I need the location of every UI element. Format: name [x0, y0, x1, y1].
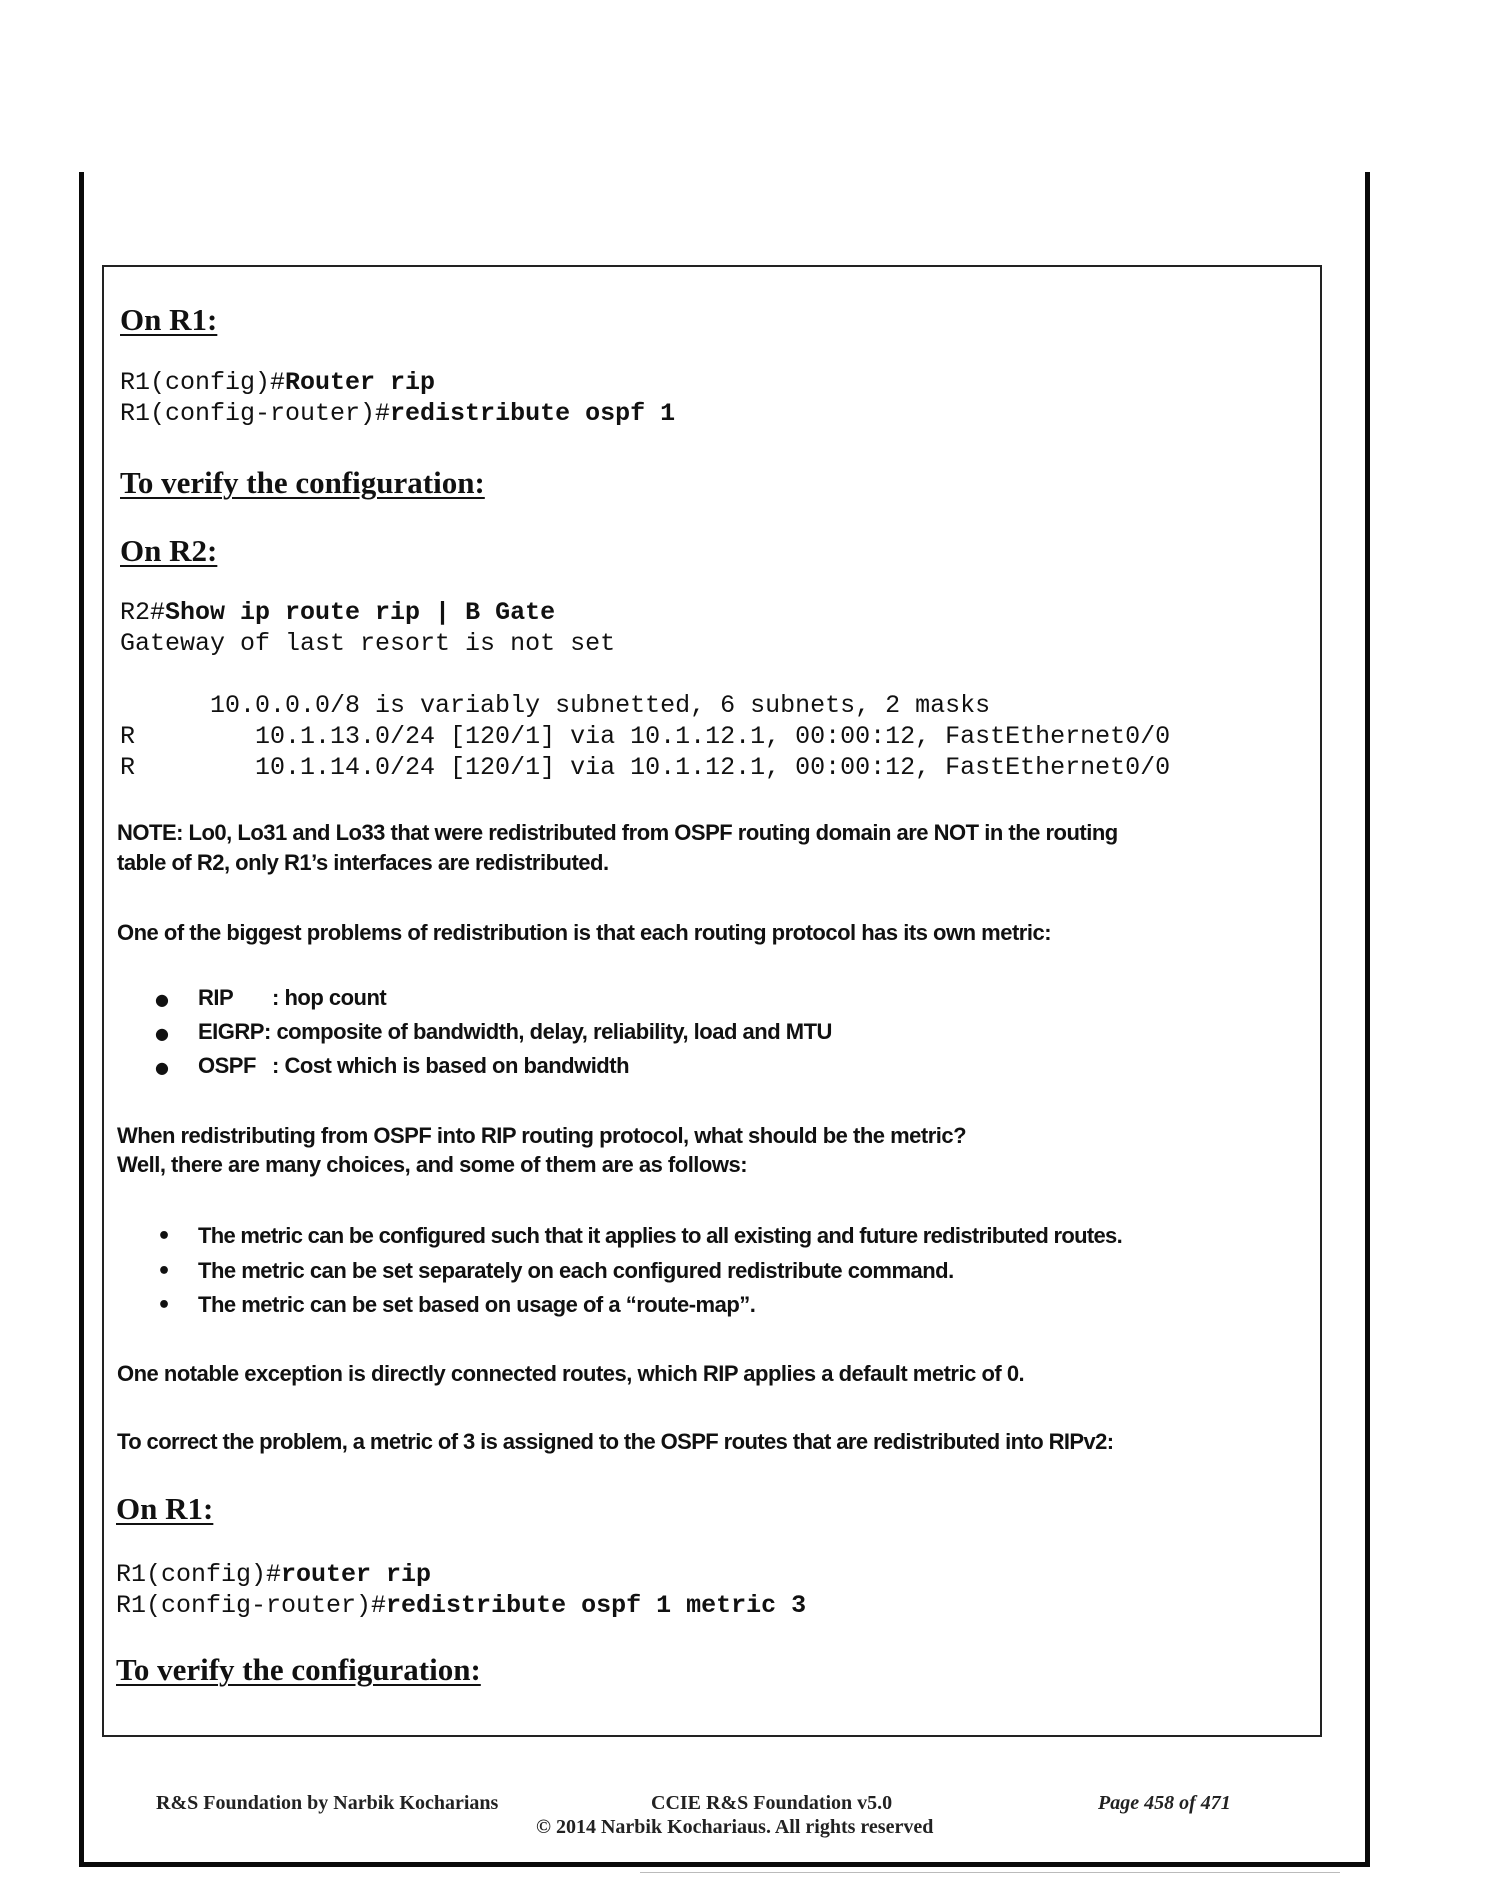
list-item [155, 987, 168, 1009]
cli-command: Router rip [285, 368, 436, 397]
bullet-icon: • [157, 1293, 171, 1318]
config-line [120, 401, 675, 426]
cli-prompt: R1(config-router)# [116, 1591, 387, 1620]
config-line [116, 1562, 431, 1587]
question-line: Well, there are many choices, and some of them are as follows: [117, 1152, 748, 1177]
metric-desc: : Cost which is based on bandwidth [272, 1053, 630, 1078]
bullet-icon: • [157, 1259, 171, 1284]
list-item [155, 1021, 168, 1043]
heading-verify: To verify the configuration: [120, 465, 485, 500]
bullet-icon: • [157, 1224, 171, 1249]
output-line: 10.0.0.0/8 is variably subnetted, 6 subnets, 2 masks [120, 691, 991, 720]
note-line: NOTE: Lo0, Lo31 and Lo33 that were redistributed from OSPF routing domain are NOT in the routing [117, 820, 1118, 845]
list-item [155, 1055, 168, 1077]
scan-artifact-line [640, 1872, 1340, 1873]
bullet-icon: ● [155, 990, 169, 1009]
paragraph: One of the biggest problems of redistribution is that each routing protocol has its own metric: [117, 920, 1052, 945]
config-line [120, 370, 435, 395]
page-border-left [79, 172, 84, 1867]
route-entry: R 10.1.13.0/24 [120/1] via 10.1.12.1, 00:00:12, FastEthernet0/0 [120, 722, 1171, 751]
show-command-line [120, 600, 555, 625]
list-item [157, 1294, 171, 1317]
cli-prompt: R1(config-router)# [120, 399, 391, 428]
choice-text: The metric can be configured such that it applies to all existing and future redistributed routes. [198, 1223, 1122, 1248]
list-item [157, 1260, 171, 1283]
cli-command: Show ip route rip | B Gate [165, 598, 556, 627]
metric-proto: OSPF [198, 1053, 256, 1078]
metric-proto: EIGRP [198, 1019, 264, 1044]
paragraph: One notable exception is directly connected routes, which RIP applies a default metric of 0. [117, 1361, 1025, 1386]
cli-prompt: R1(config)# [120, 368, 286, 397]
bullet-icon: ● [155, 1024, 169, 1043]
question-line: When redistributing from OSPF into RIP routing protocol, what should be the metric? [117, 1123, 967, 1148]
heading-verify: To verify the configuration: [116, 1652, 481, 1687]
output-line: Gateway of last resort is not set [120, 629, 616, 658]
cli-prompt: R2# [120, 598, 166, 627]
note-line: table of R2, only R1’s interfaces are redistributed. [117, 850, 609, 875]
page-number: Page 458 of 471 [1098, 1792, 1231, 1814]
metric-desc: : composite of bandwidth, delay, reliability, load and MTU [264, 1019, 832, 1044]
cli-command: router rip [281, 1560, 432, 1589]
metric-proto: RIP [198, 985, 234, 1010]
page-border-right [1365, 172, 1370, 1867]
paragraph: To correct the problem, a metric of 3 is assigned to the OSPF routes that are redistributed into RIPv2: [117, 1429, 1114, 1454]
footer-title: CCIE R&S Foundation v5.0 [651, 1792, 893, 1814]
heading-on-r2: On R2: [120, 533, 218, 568]
footer-author: R&S Foundation by Narbik Kocharians [156, 1792, 499, 1814]
route-entry: R 10.1.14.0/24 [120/1] via 10.1.12.1, 00:00:12, FastEthernet0/0 [120, 753, 1171, 782]
cli-command: redistribute ospf 1 [390, 399, 676, 428]
cli-command: redistribute ospf 1 metric 3 [386, 1591, 807, 1620]
heading-on-r1: On R1: [116, 1491, 214, 1526]
page-border-bottom [79, 1862, 1370, 1867]
footer-copyright: © 2014 Narbik Kochariaus. All rights reserved [536, 1816, 934, 1838]
config-line [116, 1593, 806, 1618]
cli-prompt: R1(config)# [116, 1560, 282, 1589]
choice-text: The metric can be set separately on each configured redistribute command. [198, 1258, 954, 1283]
list-item [157, 1225, 171, 1248]
choice-text: The metric can be set based on usage of a “route-map”. [198, 1292, 756, 1317]
bullet-icon: ● [155, 1058, 169, 1077]
metric-desc: : hop count [272, 985, 387, 1010]
heading-on-r1: On R1: [120, 302, 218, 337]
